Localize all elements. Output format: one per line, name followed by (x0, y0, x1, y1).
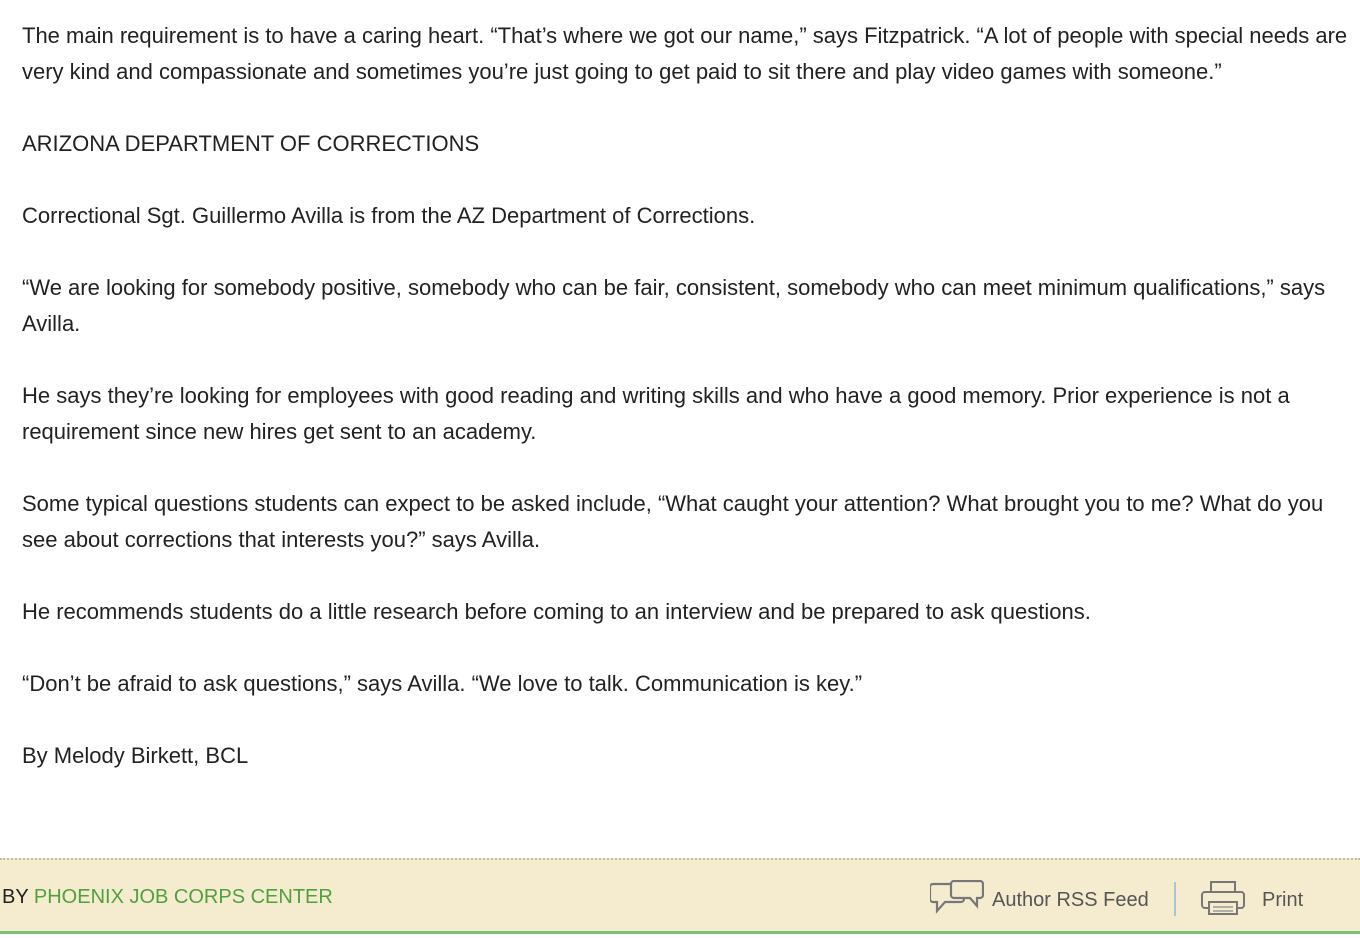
byline (2, 886, 333, 909)
article-body (22, 18, 1352, 810)
section-heading: ARIZONA DEPARTMENT OF CORRECTIONS (22, 131, 480, 156)
article-paragraph: Correctional Sgt. Guillermo Avilla is from the AZ Department of Corrections. (22, 203, 756, 228)
article-paragraph: The main requirement is to have a caring heart. “That’s where we got our name,” says Fitzpatrick. “A lot of people with special needs are very kind and compassionate and sometimes you’re just going to get paid to sit there and play video games with someone.” (22, 23, 1348, 84)
article-paragraph: Some typical questions students can expect to be asked include, “What caught your attention? What brought you to me? What do you see about corrections that interests you?” says Avilla. (22, 491, 1324, 552)
author-rss-feed-link[interactable] (930, 880, 1149, 921)
print-label: Print (1262, 889, 1304, 911)
printer-icon (1200, 880, 1246, 921)
author-credit: By Melody Birkett, BCL (22, 743, 249, 768)
author-link[interactable]: PHOENIX JOB CORPS CENTER (33, 886, 333, 908)
byline-prefix: BY (2, 886, 29, 908)
article-paragraph: “Don’t be afraid to ask questions,” says Avilla. “We love to talk. Communication is key.” (22, 671, 863, 696)
print-button[interactable] (1200, 880, 1303, 921)
article-footer-bar (0, 858, 1360, 934)
rss-label: Author RSS Feed (992, 889, 1149, 911)
article-paragraph: “We are looking for somebody positive, somebody who can be fair, consistent, somebody who can meet minimum qualifications,” says Avilla. (22, 275, 1326, 336)
footer-divider (1174, 882, 1176, 916)
article-paragraph: He says they’re looking for employees with good reading and writing skills and who have a good memory. Prior experience is not a requirement since new hires get sent to an academy. (22, 383, 1290, 444)
article-paragraph: He recommends students do a little research before coming to an interview and be prepared to ask questions. (22, 599, 1091, 624)
speech-bubbles-icon (930, 880, 984, 921)
